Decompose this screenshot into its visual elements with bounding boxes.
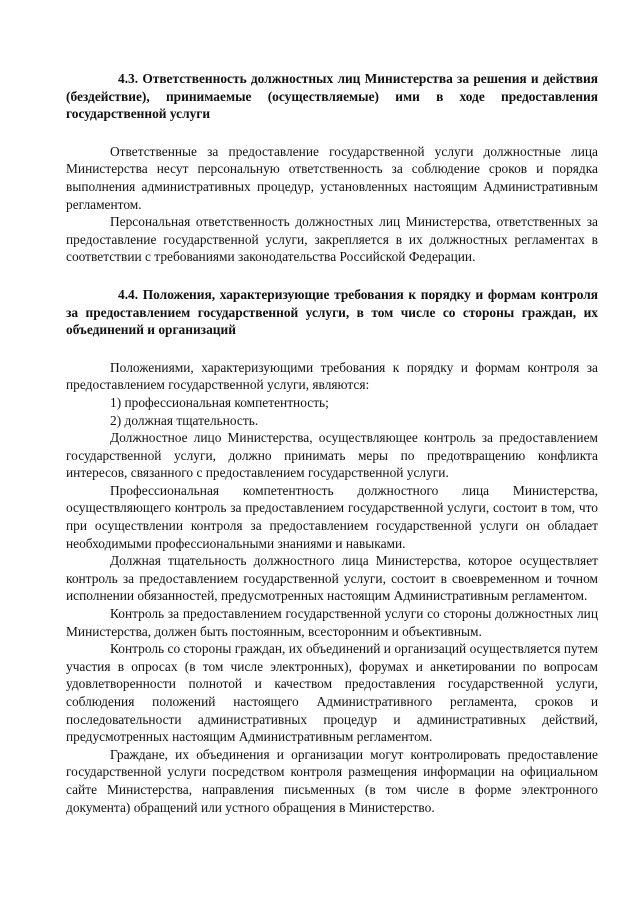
paragraph-intro: Положениями, характеризующими требования к порядку и формам контроля за предоставлением государственной услуги, являются: bbox=[66, 359, 598, 393]
paragraph: Должностное лицо Министерства, осуществляющее контроль за предоставлением государственной услуги, должно принимать меры по предотвращению конфликта интересов, связанного с предоставлением государственной услуги. bbox=[66, 430, 598, 481]
paragraph: Граждане, их объединения и организации могут контролировать предоставление государственной услуги посредством контроля размещения информации на официальном сайте Министерства, направления письменных (в том числе в форме электронного документа) обращений или устного обращения в Министерство. bbox=[66, 746, 598, 815]
list-item: 2) должная тщательность. bbox=[110, 412, 259, 428]
paragraph: Контроль со стороны граждан, их объединений и организаций осуществляется путем участия в опросах (в том числе электронных), форумах и анкетировании по вопросам удовлетворенности полнотой и качеством предоставления государственной услуги, соблюдения положений настоящего Административного регламента, сроков и последовательности административных процедур и административных действий, предусмотренных настоящим Административным регламентом. bbox=[66, 641, 598, 745]
document-page bbox=[66, 70, 598, 816]
paragraph: Персональная ответственность должностных лиц Министерства, ответственных за предоставление государственной услуги, закрепляется в их должностных регламентах в соответствии с требованиями законодательства Российской Федерации. bbox=[66, 214, 598, 265]
paragraph: Должная тщательность должностного лица Министерства, которое осуществляет контроль за предоставлением государственной услуги, состоит в своевременном и точном исполнении обязанностей, предусмотренных настоящим Административным регламентом. bbox=[66, 553, 598, 604]
section-heading-4-3: 4.3. Ответственность должностных лиц Министерства за решения и действия (бездействие), принимаемые (осуществляемые) ими в ходе предоставления государственной услуги bbox=[66, 71, 598, 122]
paragraph: Профессиональная компетентность должностного лица Министерства, осуществляющего контроль за предоставлением государственной услуги, состоит в том, что при осуществлении контроля за предоставлением государственной услуги он обладает необходимыми профессиональными знаниями и навыками. bbox=[66, 482, 598, 551]
section-heading-4-4: 4.4. Положения, характеризующие требования к порядку и формам контроля за предоставлением государственной услуги, в том числе со стороны граждан, их объединений и организаций bbox=[66, 286, 598, 338]
paragraph: Контроль за предоставлением государственной услуги со стороны должностных лиц Министерства, должен быть постоянным, всесторонним и объективным. bbox=[66, 606, 598, 639]
list-item: 1) профессиональная компетентность; bbox=[110, 394, 329, 410]
paragraph: Ответственные за предоставление государственной услуги должностные лица Министерства несут персональную ответственность за соблюдение сроков и порядка выполнения административных процедур, установленных настоящим Административным регламентом. bbox=[66, 143, 598, 212]
